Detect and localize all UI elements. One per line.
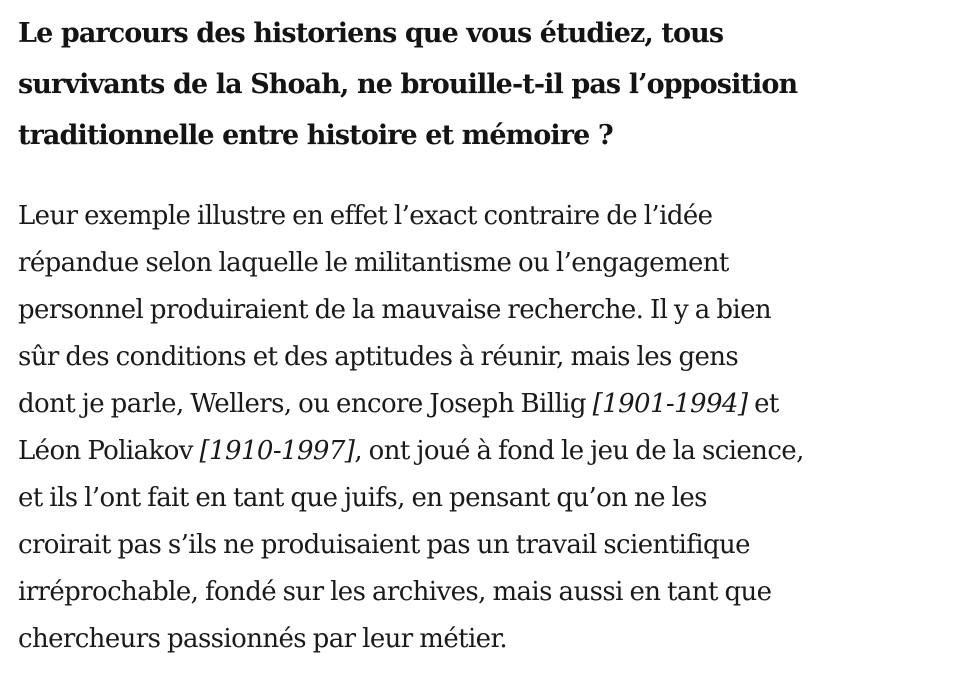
answer-line-2: répandue selon laquelle le militantisme ou l’engagement (18, 248, 729, 278)
answer-line-5-text: dont je parle, Wellers, ou encore Joseph Billig (18, 389, 593, 419)
answer-line-4: sûr des conditions et des aptitudes à réunir, mais les gens (18, 342, 739, 372)
answer-line-3: personnel produiraient de la mauvaise recherche. Il y a bien (18, 295, 772, 325)
answer-line-6-text: Léon Poliakov (18, 436, 200, 466)
answer-line-7: et ils l’ont fait en tant que juifs, en pensant qu’on ne les (18, 483, 707, 513)
answer-line-1: Leur exemple illustre en effet l’exact contraire de l’idée (18, 201, 713, 231)
question-line-2: survivants de la Shoah, ne brouille-t-il pas l’opposition (18, 69, 798, 100)
answer-line-8: croirait pas s’ils ne produisaient pas un travail scientifique (18, 530, 750, 560)
answer-line-6 (18, 428, 958, 475)
question-line-1: Le parcours des historiens que vous étudiez, tous (18, 18, 724, 49)
interview-answer (18, 193, 958, 663)
answer-line-5 (18, 381, 958, 428)
interview-question (18, 8, 958, 161)
answer-line-9: irréprochable, fondé sur les archives, mais aussi en tant que (18, 577, 772, 607)
answer-line-6-tail: , ont joué à fond le jeu de la science, (354, 436, 804, 466)
poliakov-dates: [1910-1997] (199, 436, 355, 466)
article-body (18, 8, 958, 663)
billig-dates: [1901-1994] (592, 389, 748, 419)
answer-line-10: chercheurs passionnés par leur métier. (18, 624, 508, 654)
answer-line-5-tail: et (747, 389, 779, 419)
question-line-3: traditionnelle entre histoire et mémoire ? (18, 120, 613, 151)
